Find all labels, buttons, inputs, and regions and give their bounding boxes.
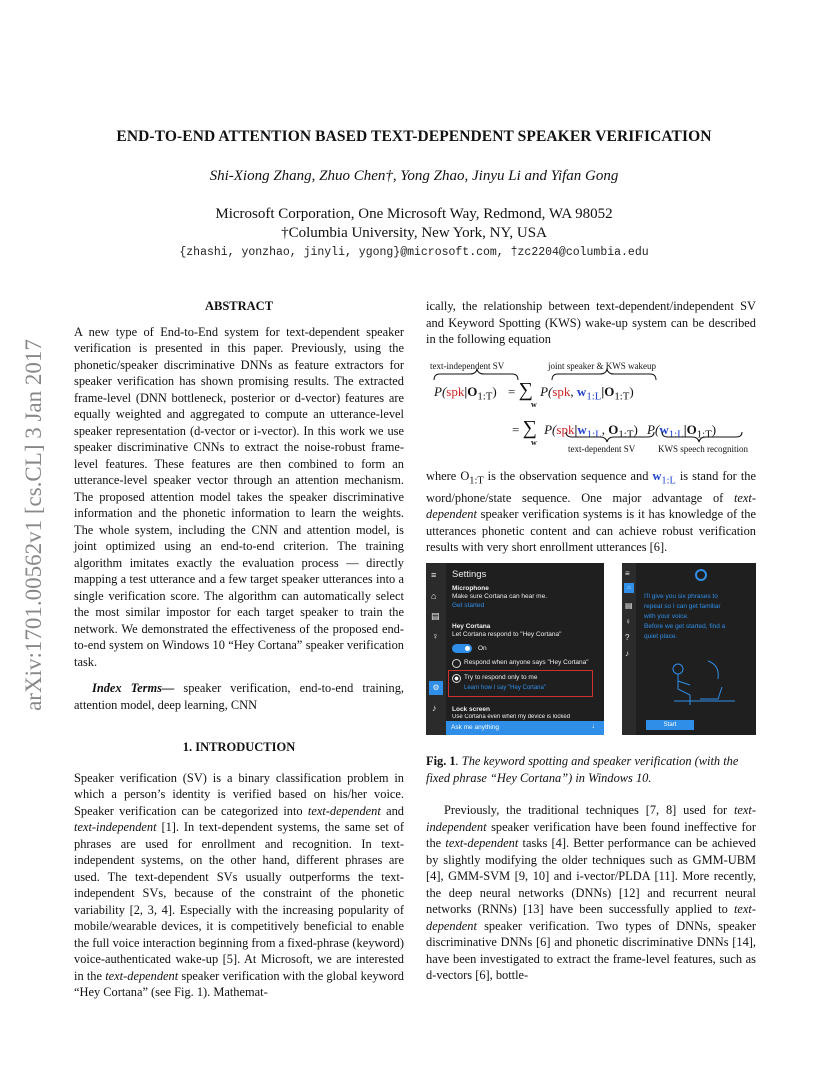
learn-link[interactable]: Learn how I say "Hey Cortana" [464,685,546,691]
voice-sidebar [622,563,636,735]
label-kws: KWS speech recognition [658,444,748,454]
microphone-text: Make sure Cortana can hear me. [452,593,548,600]
cortana-message: I'll give you six phrases to repeat so I can get familiar with your voice. Before we get started, find a quiet place. [644,593,726,640]
affiliation-2: †Columbia University, New York, NY, USA [281,225,547,241]
hamburger-icon[interactable]: ≡ [625,569,630,578]
help-icon[interactable]: ? [625,633,630,642]
mic-icon[interactable]: ♩ [592,723,599,730]
intro-heading: 1. INTRODUCTION [182,740,296,754]
get-started-link[interactable]: Get started [452,602,485,609]
label-text-independent: text-independent SV [430,361,505,371]
sum-subscript-2: w [531,438,537,447]
lock-screen-heading: Lock screen [452,706,490,713]
radio-anyone[interactable] [452,659,461,668]
start-button[interactable]: Start [646,720,694,730]
right-column-bottom [426,802,756,984]
home-icon[interactable]: ⌂ [431,591,437,601]
right-paragraph-2: where $O_{1:T}$ is the observation sequence and $w_{1:L}$ is stand for the word/phone/state sequence. One major advantage of text-dependent speaker verification systems is it has knowledge of the utterances phonetic content and can achieve robust verification results with very short enrollment utterances [6]. [426,469,756,555]
microphone-heading: Microphone [452,585,489,592]
right-column-mid [426,468,756,556]
person-laptop-illustration [660,655,740,707]
settings-sidebar [426,563,446,735]
underbraces [560,430,760,444]
index-terms: Index Terms— speaker verification, end-to-end training, attention model, deep learning, CNN [74,681,404,712]
label-joint: joint speaker & KWS wakeup [548,361,656,371]
right-paragraph-1: ically, the relationship between text-dependent/independent SV and Keyword Spotting (KWS) wake-up system can be described in the following equation [426,299,756,346]
label-text-dependent: text-dependent SV [568,444,636,454]
lock-screen-text: Use Cortana even when my device is locked [452,714,571,720]
radio-only-me[interactable] [452,674,461,683]
abstract-text: A new type of End-to-End system for text-dependent speaker verification is presented in this paper. Previously, using the phonetic/speaker discriminative DNNs as feature extractors for speaker verification has shown promising results. The extracted frame-level (DNN bottleneck, posterior or d-vector) features are equally weighted and aggregated to compute an utterance-level speaker representation (d-vector or i-vector). In this work we use speaker discriminative CNNs to extract the noise-robust frame-level features. These features are then combined to form an utterance-level speaker vector through an attention mechanism. The proposed attention model takes the speaker discriminative information and the phonetic information to learn the weights. The whole system, including the CNN and attention model, is joint optimized using an end-to-end criterion. The training algorithm imitates exactly the evaluation process — directly mapping a test utterance and a few target speaker utterances into a single verification score. The algorithm can automatically select the most similar impostor for each target speaker to train the network. We demonstrated the effectiveness of the proposed end-to-end system on Windows 10 “Hey Cortana” speaker verification task. [74,324,404,669]
notebook-icon[interactable]: ▤ [625,601,633,610]
arxiv-stamp: arXiv:1701.00562v1 [cs.CL] 3 Jan 2017 [21,339,46,711]
abstract-heading: ABSTRACT [204,299,274,313]
paper-title: END-TO-END ATTENTION BASED TEXT-DEPENDENT SPEAKER VERIFICATION [116,128,712,145]
hamburger-icon[interactable]: ≡ [431,570,437,580]
affiliation-1: Microsoft Corporation, One Microsoft Way, Redmond, WA 98052 [215,206,613,222]
hey-cortana-heading: Hey Cortana [452,623,491,630]
hey-cortana-toggle[interactable] [452,644,472,653]
figure-caption: Fig. 1. The keyword spotting and speaker verification (with the fixed phrase “Hey Cortana”) in Windows 10. [426,754,739,785]
ask-input[interactable]: Ask me anything [451,724,500,731]
settings-icon[interactable]: ⚙ [429,681,443,695]
radio-only-me-label: Try to respond only to me [464,674,538,681]
right-paragraph-3: Previously, the traditional techniques [7, 8] used for text-independent speaker verification have been found ineffective for the text-dependent tasks [4]. Better performance can be achieved by slightly modifying the older techniques such as GMM-UBM [4], GMM-SVM [9, 10] and i-vector/PLDA [11]. More recently, the deep neural networks (DNNs) [12] and recurrent neural networks (RNNs) [13] have been successfully applied to text-dependent speaker verification. Two types of DNNs, speaker discriminative DNNs [6] and phonetic discriminative DNNs [14], have been investigated to extract the frame-level features, such as d-vectors [6], bottle- [426,803,756,982]
cortana-settings-panel [426,563,604,735]
cortana-circle-icon [695,569,707,581]
feedback-icon[interactable]: ♪ [625,649,629,658]
cortana-voice-panel [622,563,756,735]
paper-authors: Shi-Xiong Zhang, Zhuo Chen†, Yong Zhao, Jinyu Li and Yifan Gong [209,168,619,184]
author-emails: {zhashi, yonzhao, jinyli, ygong}@microsoft.com, †zc2204@columbia.edu [179,246,649,259]
radio-anyone-label: Respond when anyone says "Hey Cortana" [464,659,589,666]
settings-title: Settings [452,569,487,580]
notebook-icon[interactable]: ▤ [431,611,440,621]
lightbulb-icon[interactable]: ♀ [625,617,631,626]
equation-line-1: $P(spk|O_{1:T})$ = ∑ P(spk, $w_{1:L}|O_{1:T}$) [434,379,634,403]
feedback-icon[interactable]: ♪ [432,703,437,713]
hey-cortana-text: Let Cortana respond to "Hey Cortana" [452,631,562,638]
right-column-top [426,298,756,348]
intro-paragraph: Speaker verification (SV) is a binary classification problem in which a person’s identity is verified based on his/her voice. Speaker verification can be categorized into text-dependent and text-independent [1]. In text-dependent systems, the same set of phrases are used for enrollment and recognition. In text-independent systems, on the other hand, different phrases are used. The text-dependent SVs usually outperforms the text-independent SVs, because of the constraint of the phonetic variability [2, 3, 4]. Especially with the increasing popularity of mobile/wearable devices, it is competitively beneficial to enable the full voice interaction beginning from a fixed-phrase (keyword) voice-authenticated wake-up [5]. At Microsoft, we are interested in the text-dependent speaker verification with the global keyword “Hey Cortana” (see Fig. 1). Mathemat- [74,770,404,999]
toggle-label: On [478,645,487,652]
left-column [74,298,404,1001]
equation-line-2: = ∑ $P(spk|w_{1:L}$, $O_{1:T}$) $P(w_{1:L}|O_{1:T})$ [512,417,717,441]
ask-bar[interactable] [446,721,604,735]
home-icon[interactable]: ⌂ [624,583,634,593]
sum-subscript-1: w [531,400,537,409]
lightbulb-icon[interactable]: ♀ [432,631,439,641]
